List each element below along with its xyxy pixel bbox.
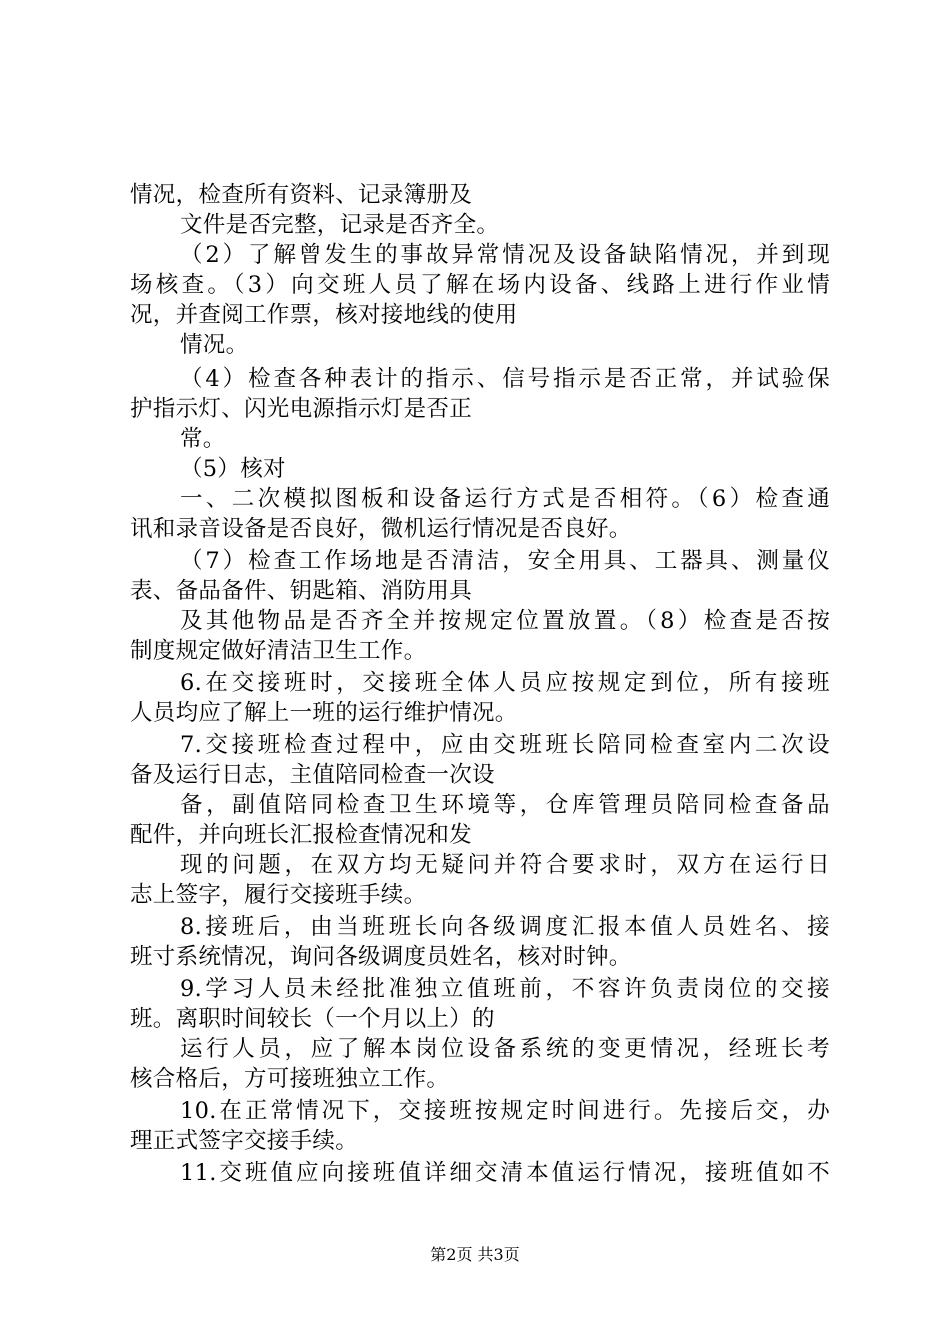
text-line: 理正式签字交接手续。	[130, 1128, 359, 1154]
text-line: 运行人员，应了解本岗位设备系统的变更情况，经班长考	[180, 1036, 830, 1062]
text-line: 情况。	[180, 332, 249, 358]
text-line: 一、二次模拟图板和设备运行方式是否相符。（6）检查通	[180, 486, 830, 512]
text-line: 人员均应了解上一班的运行维护情况。	[130, 700, 518, 726]
text-line: （7）检查工作场地是否清洁，安全用具、工器具、测量仪	[180, 548, 830, 574]
text-line: 及其他物品是否齐全并按规定位置放置。（8）检查是否按	[180, 608, 830, 634]
text-line: 配件，并向班长汇报检查情况和发	[130, 822, 473, 848]
text-line: 8.接班后，由当班班长向各级调度汇报本值人员姓名、接	[180, 914, 830, 940]
text-line: 11.交班值应向接班值详细交清本值运行情况，接班值如不	[180, 1160, 830, 1186]
text-line: 班寸系统情况，询问各级调度员姓名，核对时钟。	[130, 944, 632, 970]
text-line: 9.学习人员未经批准独立值班前，不容许负责岗位的交接	[180, 976, 830, 1002]
text-line: （2）了解曾发生的事故异常情况及设备缺陷情况，并到现	[180, 242, 830, 268]
text-line: 7.交接班检查过程中，应由交班班长陪同检查室内二次设	[180, 732, 830, 758]
text-line: 10.在正常情况下，交接班按规定时间进行。先接后交，办	[180, 1098, 830, 1124]
text-line: 讯和录音设备是否良好，微机运行情况是否良好。	[130, 516, 632, 542]
text-line: 志上签字，履行交接班手续。	[130, 882, 427, 908]
text-line: 表、备品备件、钥匙箱、消防用具	[130, 578, 473, 604]
text-line: 常。	[180, 426, 226, 452]
text-line: 文件是否完整，记录是否齐全。	[180, 212, 500, 238]
text-line: 制度规定做好清洁卫生工作。	[130, 638, 427, 664]
text-line: 6.在交接班时，交接班全体人员应按规定到位，所有接班	[180, 670, 830, 696]
text-line: 情况，检查所有资料、记录簿册及	[130, 182, 473, 208]
page-footer: 第2页 共3页	[430, 1245, 520, 1264]
text-line: 护指示灯、闪光电源指示灯是否正	[130, 396, 473, 422]
text-line: （5）核对	[180, 456, 286, 482]
text-line: 备及运行日志，主值陪同检查一次设	[130, 762, 495, 788]
text-line: （4）检查各种表计的指示、信号指示是否正常，并试验保	[180, 366, 830, 392]
text-line: 班。离职时间较长（一个月以上）的	[130, 1006, 495, 1032]
text-line: 场核查。（3）向交班人员了解在场内设备、线路上进行作业情	[130, 272, 830, 298]
text-line: 核合格后，方可接班独立工作。	[130, 1066, 450, 1092]
text-line: 现的问题，在双方均无疑问并符合要求时，双方在运行日	[180, 852, 830, 878]
text-line: 况，并查阅工作票，核对接地线的使用	[130, 302, 518, 328]
text-line: 备，副值陪同检查卫生环境等，仓库管理员陪同检查备品	[180, 792, 830, 818]
